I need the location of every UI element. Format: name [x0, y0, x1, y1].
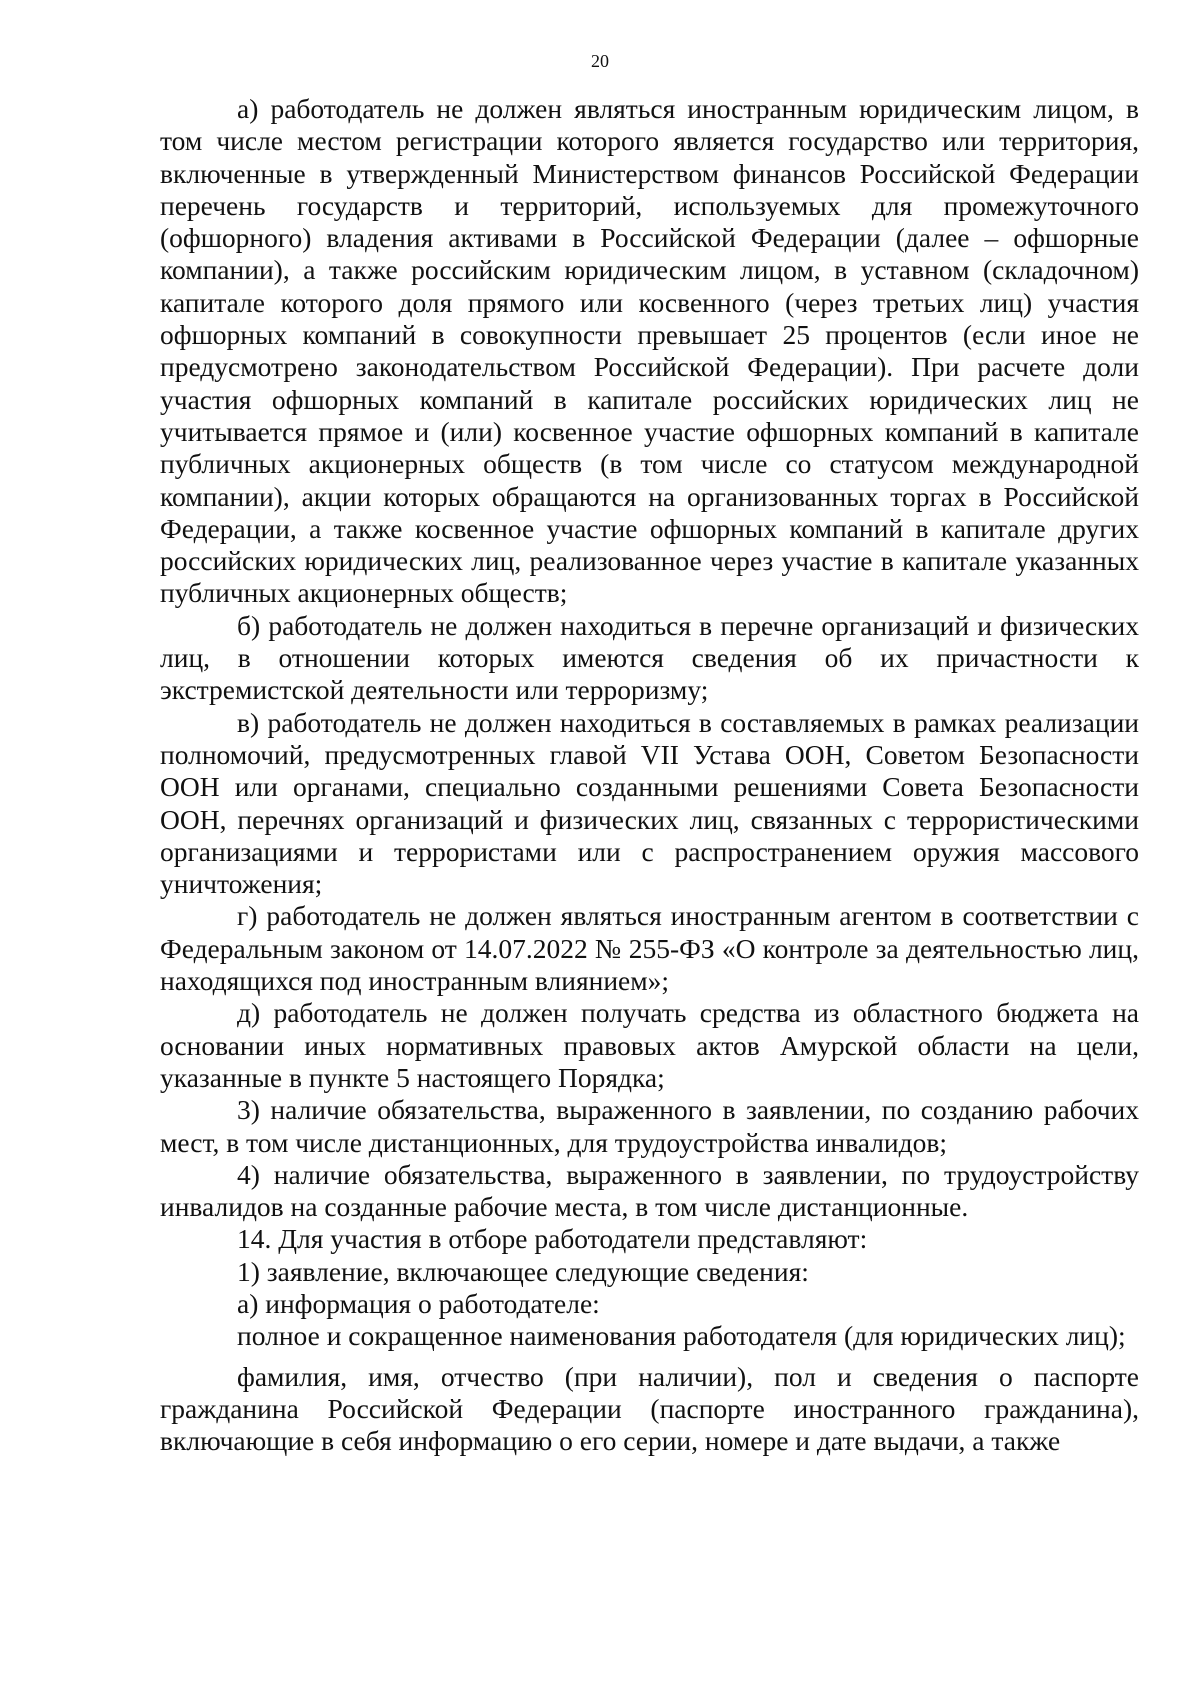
paragraph-extremism-list: б) работодатель не должен находиться в перечне организаций и физических лиц, в отношении которых имеются сведения об их причастности к экстремистской деятельности или терроризму;	[160, 609, 1139, 706]
paragraph-job-creation-obligation: 3) наличие обязательства, выраженного в заявлении, по созданию рабочих мест, в том числе дистанционных, для трудоустройства инвалидов;	[160, 1094, 1139, 1158]
paragraph-un-lists: в) работодатель не должен находиться в составляемых в рамках реализации полномочий, предусмотренных главой VII Устава ООН, Советом Безопасности ООН или органами, специально созданными решениями Совета Безопасности ООН, перечнях организаций и физических лиц, связанных с террористическими организациями и террористами или с распространением оружия массового уничтожения;	[160, 706, 1139, 900]
paragraph-regional-budget: д) работодатель не должен получать средства из областного бюджета на основании иных нормативных правовых актов Амурской области на цели, указанные в пункте 5 настоящего Порядка;	[160, 997, 1139, 1093]
paragraph-application: 1) заявление, включающее следующие сведения:	[237, 1255, 809, 1287]
paragraph-employer-name: полное и сокращенное наименования работодателя (для юридических лиц);	[237, 1320, 1126, 1352]
paragraph-offshore-requirement: а) работодатель не должен являться иностранным юридическим лицом, в том числе местом регистрации которого является государство или территория, включенные в утвержденный Министерством финансов Российской Федерации перечень государств и территорий, используемых для промежуточного (офшорного) владения активами в Российской Федерации (далее – офшорные компании), а также российским юридическим лицом, в уставном (складочном) капитале которого доля прямого или косвенного (через третьих лиц) участия офшорных компаний в совокупности превышает 25 процентов (если иное не предусмотрено законодательством Российской Федерации). При расчете доли участия офшорных компаний в капитале российских юридических лиц не учитывается прямое и (или) косвенное участие офшорных компаний в капитале публичных акционерных обществ (в том числе со статусом международной компании), акции которых обращаются на организованных торгах в Российской Федерации, а также косвенное участие офшорных компаний в капитале других российских юридических лиц, реализованное через участие в капитале указанных публичных акционерных обществ;	[160, 93, 1139, 609]
paragraph-employer-info: а) информация о работодателе:	[237, 1287, 600, 1319]
document-body	[160, 93, 1139, 1457]
page-number: 20	[591, 51, 609, 71]
paragraph-section-14: 14. Для участия в отборе работодатели представляют:	[237, 1223, 868, 1255]
paragraph-foreign-agent: г) работодатель не должен являться иностранным агентом в соответствии с Федеральным законом от 14.07.2022 № 255-ФЗ «О контроле за деятельностью лиц, находящихся под иностранным влиянием»;	[160, 900, 1139, 997]
paragraph-passport-details: фамилия, имя, отчество (при наличии), пол и сведения о паспорте гражданина Российской Федерации (паспорте иностранного гражданина), включающие в себя информацию о его серии, номере и дате выдачи, а также	[160, 1360, 1139, 1457]
paragraph-employment-obligation: 4) наличие обязательства, выраженного в заявлении, по трудоустройству инвалидов на созданные рабочие места, в том числе дистанционные.	[160, 1158, 1139, 1223]
